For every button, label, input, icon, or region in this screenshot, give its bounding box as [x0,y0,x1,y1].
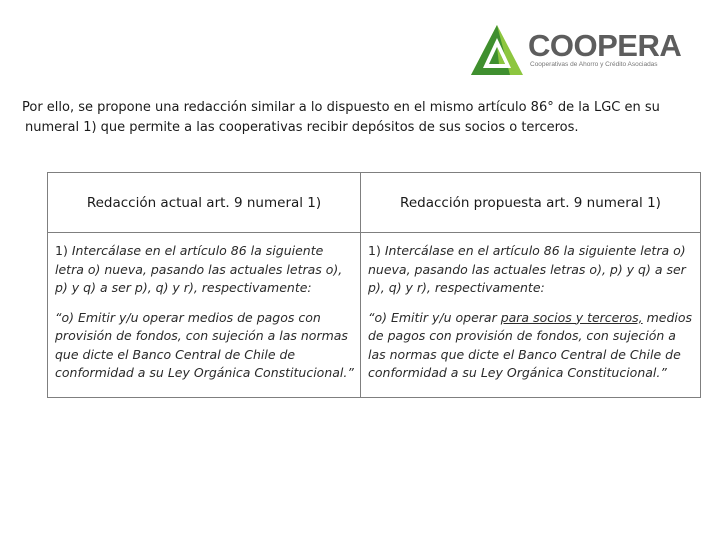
logo-tagline: Cooperativas de Ahorro y Crédito Asociadas [530,61,658,68]
intro-paragraph [22,98,702,138]
intro-line-1: Por ello, se propone una redacción similar a lo dispuesto en el mismo artículo 86° de la LGC en su [22,100,660,115]
header-current-wording: Redacción actual art. 9 numeral 1) [48,173,361,233]
intro-line-2: numeral 1) que permite a las cooperativas recibir depósitos de sus socios o terceros. [25,120,579,135]
proposed-paragraph-1 [368,242,694,298]
proposed-text-after: medios de pagos con provisión de fondos, con sujeción a las normas que dicte el Banco Central de Chile de conformidad a su Ley Orgánica Constitucional.” [368,309,693,380]
coopera-logo [470,20,682,78]
current-paragraph-1-text: Intercálase en el artículo 86 la siguiente letra o) nueva, pasando las actuales letras o), p) y q) a ser p), q) y r), respectivamente: [55,243,343,295]
coopera-triangle-icon [470,24,524,78]
proposed-paragraph-1-text: Intercálase en el artículo 86 la siguiente letra o) nueva, pasando las actuales letras o), p) y q) a ser p), q) y r), respectivamente: [368,243,686,295]
proposed-text-before: “o) Emitir y/u operar [368,309,501,325]
header-proposed-wording: Redacción propuesta art. 9 numeral 1) [361,173,701,233]
proposed-inserted-text: para socios y terceros, [500,309,643,325]
cell-proposed-wording [361,233,701,398]
logo-brand-name: COOPERA [528,28,682,63]
proposed-paragraph-2 [368,309,694,383]
current-item-number: 1) [55,243,68,258]
comparison-table [47,172,701,398]
table-row [48,233,701,398]
current-paragraph-2: “o) Emitir y/u operar medios de pagos con provisión de fondos, con sujeción a las normas que dicte el Banco Central de Chile de conformidad a su Ley Orgánica Constitucional.” [55,309,354,380]
cell-current-wording [48,233,361,398]
proposed-item-number: 1) [368,243,381,258]
current-paragraph-1 [55,242,354,298]
table-header-row [48,173,701,233]
